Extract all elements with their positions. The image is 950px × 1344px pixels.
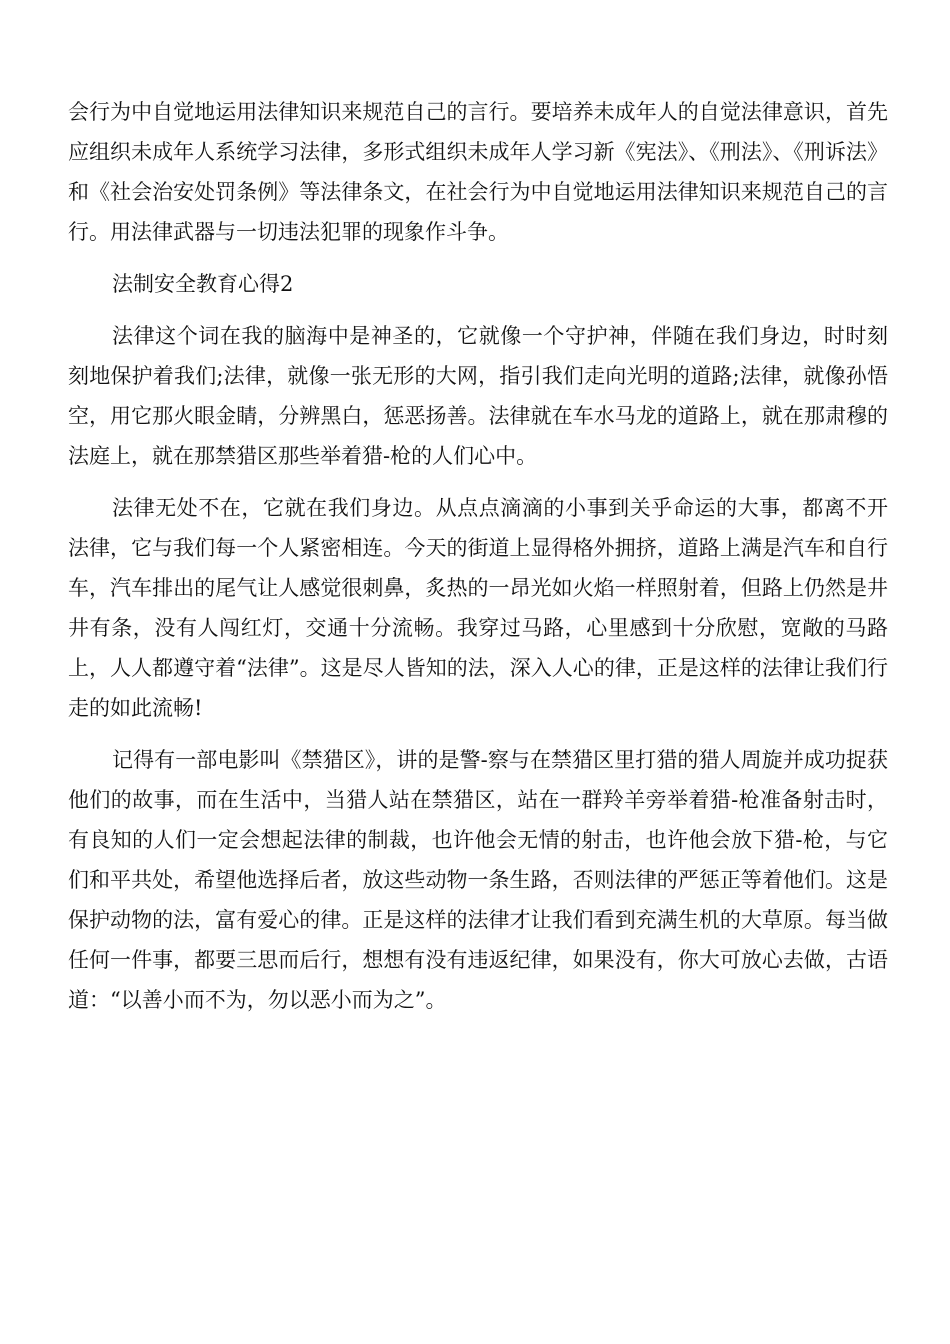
paragraph-law-guardian: 法律这个词在我的脑海中是神圣的，它就像一个守护神，伴随在我们身边，时时刻刻地保护着我们;法律，就像一张无形的大网，指引我们走向光明的道路;法律，就像孙悟空，用它那火眼金睛，分辨黑白，惩恶扬善。法律就在车水马龙的道路上，就在那肃穆的法庭上，就在那禁猎区那些举着猎-枪的人们心中。: [68, 324, 888, 468]
paragraph-hunting-movie: 记得有一部电影叫《禁猎区》，讲的是警-察与在禁猎区里打猎的猎人周旋并成功捉获他们的故事，而在生活中，当猎人站在禁猎区，站在一群羚羊旁举着猎-枪准备射击时，有良知的人们一定会想起法律的制裁，也许他会无情的射击，也许他会放下猎-枪，与它们和平共处，希望他选择后者，放这些动物一条生路，否则法律的严惩正等着他们。这是保护动物的法，富有爱心的律。正是这样的法律才让我们看到充满生机的大草原。每当做任何一件事，都要三思而后行，想想有没有违返纪律，如果没有，你大可放心去做，古语道：“以善小而不为，勿以恶小而为之”。: [68, 748, 888, 1012]
paragraph-law-everywhere: 法律无处不在，它就在我们身边。从点点滴滴的小事到关乎命运的大事，都离不开法律，它与我们每一个人紧密相连。今天的街道上显得格外拥挤，道路上满是汽车和自行车，汽车排出的尾气让人感觉很刺鼻，炙热的一昂光如火焰一样照射着，但路上仍然是井井有条，没有人闯红灯，交通十分流畅。我穿过马路，心里感到十分欣慰，宽敞的马路上，人人都遵守着“法律”。这是尽人皆知的法，深入人心的律，正是这样的法律让我们行走的如此流畅!: [68, 496, 888, 720]
paragraph-continuation: 会行为中自觉地运用法律知识来规范自己的言行。要培养未成年人的自觉法律意识，首先应组织未成年人系统学习法律，多形式组织未成年人学习新《宪法》、《刑法》、《刑诉法》和《社会治安处罚条例》等法律条文，在社会行为中自觉地运用法律知识来规范自己的言行。用法律武器与一切违法犯罪的现象作斗争。: [68, 100, 888, 244]
document-body: [68, 92, 888, 1020]
section-heading: 法制安全教育心得2: [112, 272, 294, 296]
